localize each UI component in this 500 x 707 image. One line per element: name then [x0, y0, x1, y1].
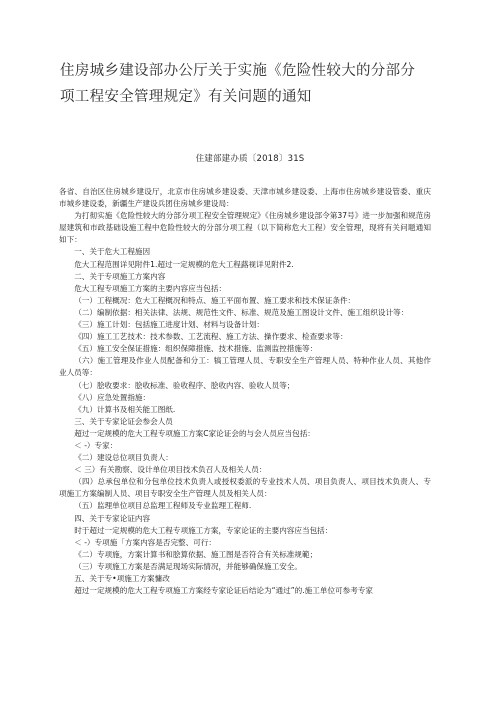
- paragraph: 超过一定规模的危大工程专项施工方案C家论证会的与会人员应当包括：: [74, 428, 315, 438]
- paragraph: 《八）应急处置指施：: [74, 392, 151, 402]
- paragraph: ＜ -）专项施「方案内容是否完整、可行：: [74, 537, 217, 547]
- paragraph: 四、关于专家论证内容: [74, 513, 151, 523]
- paragraph: 《九）计算书及相关能工图纸.: [74, 404, 176, 414]
- paragraph: 为打彻实施《危险性较大的分部分项工程安全管理规定》《住房城乡建设部令第37号》进一步加强和规范房屋建筑和市政基础设施工程中危险性较大的分部分项工程（以下简称危大工程）安全管理，现将有关问题通知如下：: [59, 211, 431, 245]
- paragraph: 《二）建设总位项目负责人：: [74, 453, 173, 463]
- title-line-1: 住房城乡建设部办公厅关于实施《危险性较大的分部分: [60, 63, 416, 79]
- paragraph: （三）专项施工方案是否满足现场实际情况，并能够确保施工安全。: [74, 561, 302, 571]
- paragraph: 危大工程范围详见附件1.超过一定规模的危大工程蕗视详见附件2.: [74, 259, 294, 269]
- paragraph: ＜ -）专家：: [74, 440, 118, 450]
- paragraph: 各省、自治区住房城乡建设厅，北京市住房城乡建设委、天津市城乡建设委、上海市住房城乡建设管委、重庆市城乡建设委，新疆生产建设兵团住房城乡建设局：: [59, 187, 431, 209]
- title-line-2: 项工程安全管理规定》有关问题的通知: [60, 89, 312, 105]
- document-title: [60, 58, 460, 110]
- document-number: 住建部建办质〔2018〕31S: [195, 154, 305, 164]
- paragraph: （五）监理单位项目总监理工程师及专业监理工程师.: [74, 501, 252, 511]
- paragraph: （七）脍收要求：脍收标准、验收程序、脍收内容、验收人员等；: [74, 380, 295, 390]
- paragraph: 三、关于专家论证会参会人员: [74, 416, 173, 426]
- paragraph: （二）编制依据：相关法律、法规、规范性文件、标准、规范及施工图设计文件、施工组织设计等：: [74, 307, 409, 317]
- paragraph: （一）工程概况：危大工程概况和特点、施工平面布置、施工要求和技术保证条件：: [74, 295, 356, 305]
- paragraph: 《二）专项施，方案计算书和脍算依据、施工图是否符合有关标准规範；: [74, 549, 318, 559]
- document-body: [59, 186, 431, 597]
- paragraph: 五、关于专•项施工方案慵改: [74, 574, 170, 583]
- paragraph: 二、关于专项施工方案内容: [74, 271, 166, 281]
- paragraph: 时于超过一定规模的危大工程专项施工方案，专家论证的主要内容应当包括：: [74, 525, 333, 535]
- paragraph: （六）施工管理及作业人员配备和分工：犒工管理人员、专职安全生产管理人员、特种作业人员、其他作业人员等：: [59, 356, 431, 378]
- paragraph: 《四）施工工艺技术：技术参数、工艺流程、施工方法、操作要求、检查要求等：: [74, 332, 348, 342]
- paragraph: （四）总承包单位和分包单位技术负责人或授权委派的专业技术人员、项目负责人、项目技术负责人、专项施工方案编制人员、项目专职安全生产管理人员及相关人员：: [59, 477, 431, 499]
- paragraph: 《三）施工计划：包括施工进度计划、材料与设备计划：: [74, 320, 265, 330]
- paragraph: ＜ 三）有关勘察、设计单位项目技术负召人及相关人员：: [74, 465, 267, 475]
- paragraph: 一、关于危大工程施因: [74, 247, 151, 257]
- paragraph: 超过一定规模的危大工程专项施工方案经专家论证后结论为“通过”的.施工单位可参考专家: [74, 586, 374, 596]
- paragraph: 《五）施工安全保证措施：组织保障措施、技术措施、监测监控措施等：: [74, 344, 318, 354]
- paragraph: 危大工程专项施工方案的主要内容应当包括：: [74, 283, 227, 293]
